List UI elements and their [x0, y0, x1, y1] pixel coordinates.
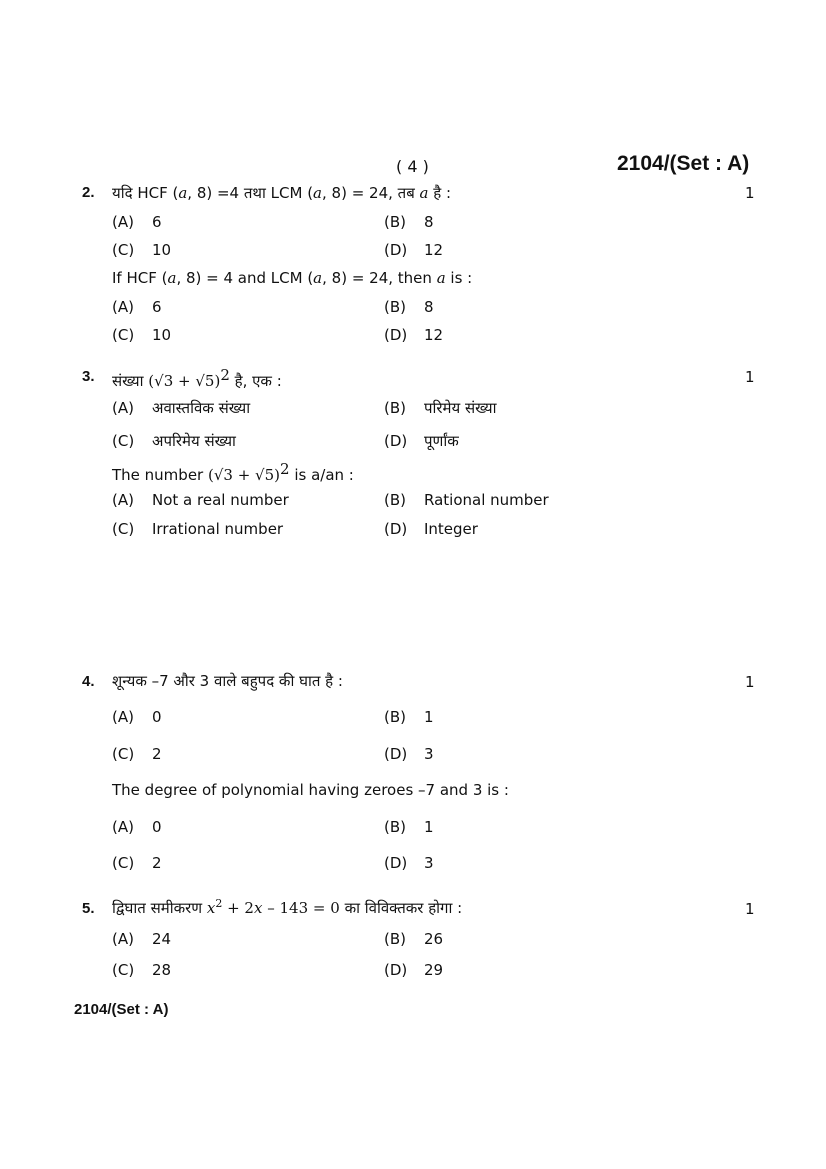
option-a: (A) 0 — [112, 818, 162, 836]
option-d: (D) 12 — [384, 326, 444, 344]
option-c: (C) 10 — [112, 326, 172, 344]
equation: $x^2 + 2x - 143 = 0$ — [206, 897, 340, 917]
option-a: (A) अवास्तविक संख्या — [112, 399, 251, 417]
option-b: (B) 1 — [384, 818, 434, 836]
page-number: ( 4 ) — [396, 157, 429, 176]
option-c: (C) 10 — [112, 241, 172, 259]
question-marks: 1 — [745, 184, 755, 202]
option-b: (B) Rational number — [384, 491, 549, 509]
question-2-hindi: यदि HCF (a, 8) =4 तथा LCM (a, 8) = 24, तब a है : — [112, 184, 452, 202]
option-d: (D) 29 — [384, 961, 444, 979]
question-5-hindi: द्विघात समीकरण $x^2 + 2x - 143 = 0$ का विविक्तकर होगा : — [112, 897, 463, 917]
option-d: (D) पूर्णांक — [384, 432, 459, 450]
question-4-english: The degree of polynomial having zeroes –7 and 3 is : — [112, 781, 509, 799]
set-code-header: 2104/(Set : A) — [617, 152, 750, 175]
question-marks: 1 — [745, 900, 755, 918]
option-b: (B) परिमेय संख्या — [384, 399, 497, 417]
option-c: (C) 28 — [112, 961, 172, 979]
option-d: (D) Integer — [384, 520, 478, 538]
option-b: (B) 26 — [384, 930, 444, 948]
option-d: (D) 3 — [384, 745, 434, 763]
expression: (√3 + √5) — [208, 466, 281, 484]
option-c: (C) 2 — [112, 745, 162, 763]
option-c: (C) 2 — [112, 854, 162, 872]
question-number: 4. — [82, 673, 95, 690]
option-a: (A) 6 — [112, 298, 162, 316]
question-2-english: If HCF (a, 8) = 4 and LCM (a, 8) = 24, then a is : — [112, 269, 473, 287]
question-number: 5. — [82, 900, 95, 917]
question-number: 2. — [82, 184, 95, 201]
option-a: (A) 0 — [112, 708, 162, 726]
question-4-hindi: शून्यक –7 और 3 वाले बहुपद की घात है : — [112, 672, 343, 690]
option-a: (A) 24 — [112, 930, 172, 948]
option-d: (D) 3 — [384, 854, 434, 872]
question-marks: 1 — [745, 673, 755, 691]
question-marks: 1 — [745, 368, 755, 386]
option-d: (D) 12 — [384, 241, 444, 259]
option-c: (C) Irrational number — [112, 520, 284, 538]
option-c: (C) अपरिमेय संख्या — [112, 432, 236, 450]
question-number: 3. — [82, 368, 95, 385]
expression: (√3 + √5) — [148, 372, 221, 390]
question-3-english: The number $(√3 + √5)^2$ is a/an : — [112, 460, 354, 484]
option-a: (A) Not a real number — [112, 491, 289, 509]
question-3-hindi: संख्या $(√3 + √5)^2$ है, एक : — [112, 366, 282, 390]
set-code-footer: 2104/(Set : A) — [74, 1001, 169, 1018]
option-b: (B) 8 — [384, 213, 434, 231]
option-b: (B) 1 — [384, 708, 434, 726]
option-a: (A) 6 — [112, 213, 162, 231]
option-b: (B) 8 — [384, 298, 434, 316]
